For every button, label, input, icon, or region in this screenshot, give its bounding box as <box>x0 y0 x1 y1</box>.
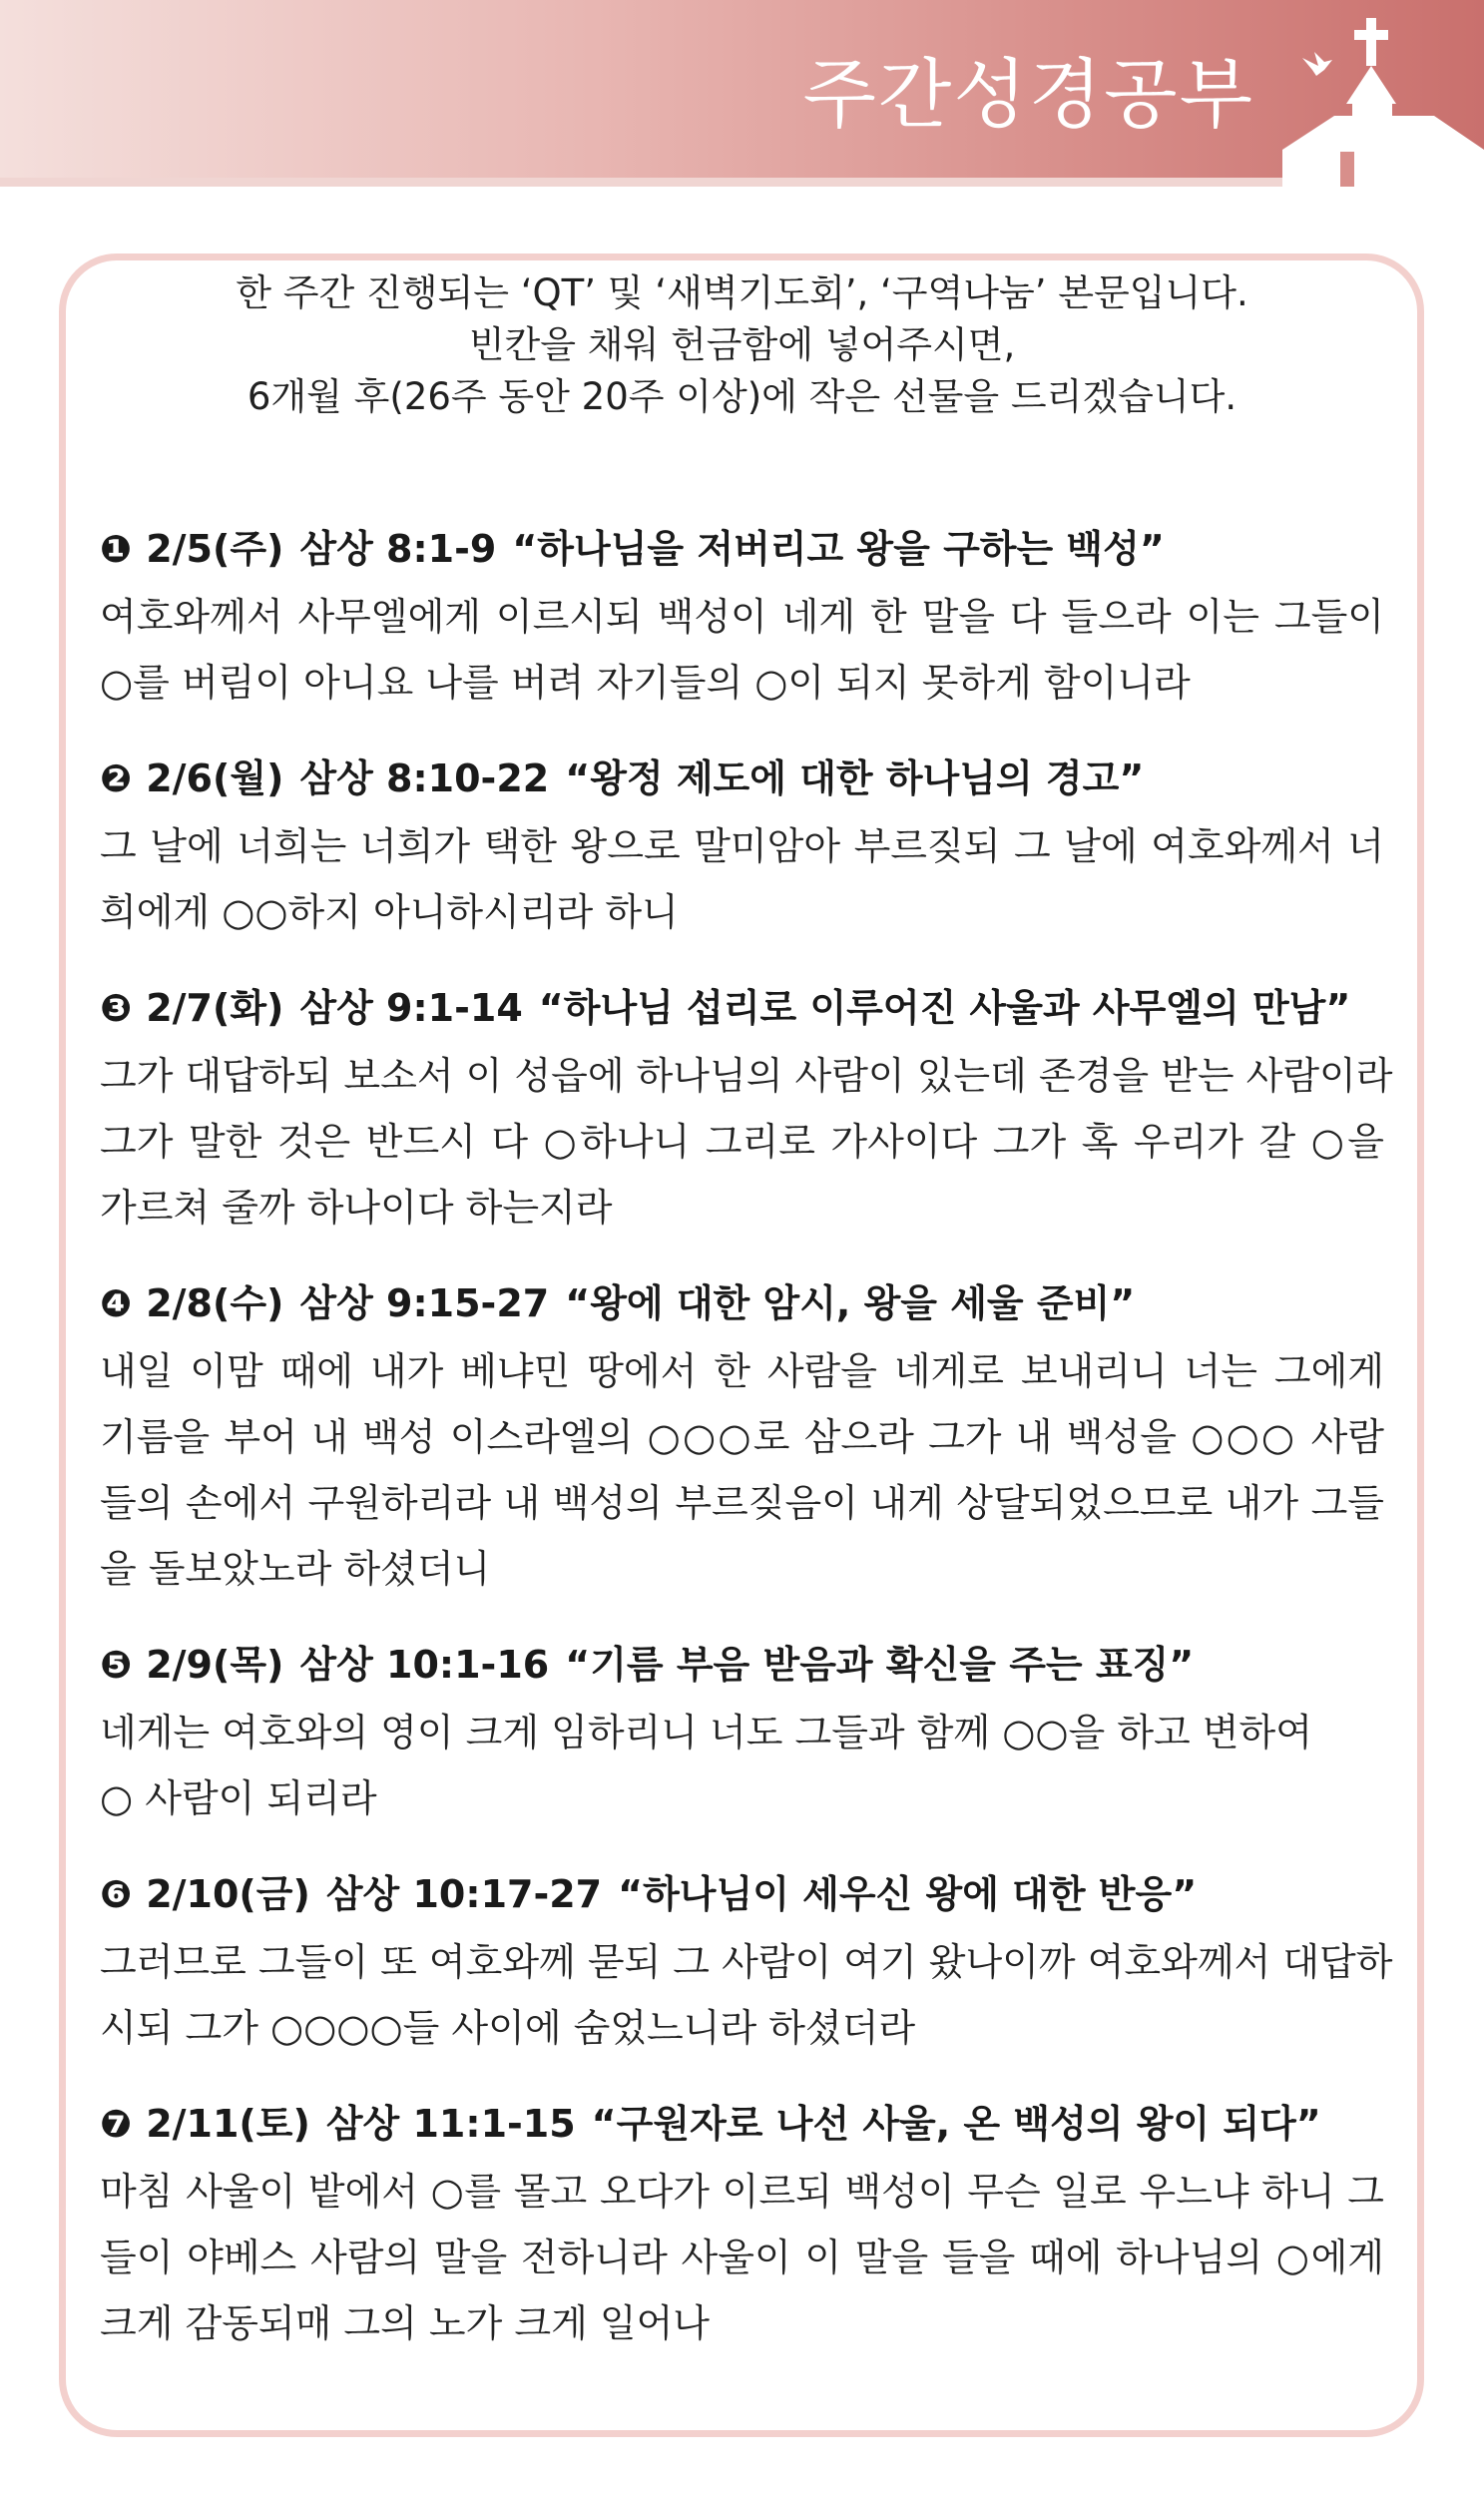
entry-theme: “하나님이 세우신 왕에 대한 반응” <box>618 1872 1198 1916</box>
intro-text <box>120 267 1364 423</box>
entry-date: 2/8(수) <box>146 1281 284 1325</box>
entry-reference: 삼상 8:1-9 <box>299 527 497 571</box>
study-entry <box>100 2089 1384 2356</box>
intro-line: 한 주간 진행되는 ‘QT’ 및 ‘새벽기도회’, ‘구역나눔’ 본문입니다. <box>236 271 1248 314</box>
study-entry <box>100 1630 1384 1831</box>
entry-number: ❶ <box>100 527 133 571</box>
entry-theme: “구원자로 나선 사울, 온 백성의 왕이 되다” <box>591 2102 1321 2146</box>
intro-line: 빈칸을 채워 헌금함에 넣어주시면, <box>468 323 1016 366</box>
header-underline <box>0 178 1484 187</box>
entry-date: 2/6(월) <box>146 756 284 800</box>
church-icon <box>1274 0 1484 187</box>
entry-text-line: 들이 야베스 사람의 말을 전하니라 사울이 이 말을 들을 때에 하나님의 ○에게 <box>100 2236 1384 2279</box>
entry-text-line: 희에게 ○○하지 아니하시리라 하니 <box>100 890 679 934</box>
entry-number: ❷ <box>100 756 133 800</box>
entry-date: 2/9(목) <box>146 1643 284 1687</box>
entry-number: ❼ <box>100 2102 133 2146</box>
entry-reference: 삼상 10:17-27 <box>325 1872 603 1916</box>
entry-number: ❸ <box>100 986 133 1030</box>
entry-number: ❺ <box>100 1643 133 1687</box>
entry-title <box>100 1268 1384 1338</box>
entry-date: 2/10(금) <box>146 1872 310 1916</box>
entry-text-line: 가르쳐 줄까 하나이다 하는지라 <box>100 1186 613 1230</box>
entry-reference: 삼상 10:1-16 <box>299 1643 550 1687</box>
entry-date: 2/5(주) <box>146 527 284 571</box>
entry-text-line: 크게 감동되매 그의 노가 크게 일어나 <box>100 2301 711 2345</box>
entry-reference: 삼상 11:1-15 <box>325 2102 576 2146</box>
study-entry <box>100 973 1393 1241</box>
entry-text-line: 시되 그가 ○○○○들 사이에 숨었느니라 하셨더라 <box>100 2006 916 2050</box>
entry-theme: “하나님을 저버리고 왕을 구하는 백성” <box>512 527 1165 571</box>
entry-date: 2/7(화) <box>146 986 284 1030</box>
entry-title <box>100 973 1384 1043</box>
entry-title <box>100 514 1384 584</box>
entry-title <box>100 1859 1384 1929</box>
entry-title <box>100 1630 1384 1700</box>
entry-number: ❻ <box>100 1872 133 1916</box>
entry-theme: “하나님 섭리로 이루어진 사울과 사무엘의 만남” <box>538 986 1351 1030</box>
entry-text-line: ○ 사람이 되리라 <box>100 1776 377 1820</box>
entry-text-line: 그가 말한 것은 반드시 다 ○하나니 그리로 가사이다 그가 혹 우리가 갈 ○을 <box>100 1120 1384 1164</box>
entry-text-line: 그가 대답하되 보소서 이 성읍에 하나님의 사람이 있는데 존경을 받는 사람이라 <box>100 1054 1393 1098</box>
study-entry <box>100 514 1384 716</box>
entry-reference: 삼상 8:10-22 <box>299 756 550 800</box>
entry-text-line: 기름을 부어 내 백성 이스라엘의 ○○○로 삼으라 그가 내 백성을 ○○○ 사람 <box>100 1415 1384 1459</box>
study-entry <box>100 744 1384 945</box>
entry-title <box>100 744 1384 813</box>
entry-reference: 삼상 9:15-27 <box>299 1281 550 1325</box>
entry-reference: 삼상 9:1-14 <box>299 986 523 1030</box>
entry-title <box>100 2089 1384 2159</box>
entry-text-line: 네게는 여호와의 영이 크게 임하리니 너도 그들과 함께 ○○을 하고 변하여 <box>100 1711 1312 1754</box>
entry-date: 2/11(토) <box>146 2102 310 2146</box>
entry-text-line: 을 돌보았노라 하셨더니 <box>100 1547 491 1591</box>
entry-text-line: 마침 사울이 밭에서 ○를 몰고 오다가 이르되 백성이 무슨 일로 우느냐 하니 그 <box>100 2170 1384 2214</box>
entry-theme: “왕정 제도에 대한 하나님의 경고” <box>565 756 1145 800</box>
intro-line: 6개월 후(26주 동안 20주 이상)에 작은 선물을 드리겠습니다. <box>247 375 1237 418</box>
study-entries <box>100 514 1393 2384</box>
study-entry <box>100 1859 1393 2061</box>
entry-theme: “기름 부음 받음과 확신을 주는 표징” <box>565 1643 1195 1687</box>
entry-text-line: 들의 손에서 구원하리라 내 백성의 부르짖음이 내게 상달되었으므로 내가 그들 <box>100 1481 1384 1525</box>
entry-theme: “왕에 대한 암시, 왕을 세울 준비” <box>565 1281 1136 1325</box>
page-title: 주간성경공부 <box>802 50 1254 139</box>
header-band <box>0 0 1484 187</box>
entry-text-line: 내일 이맘 때에 내가 베냐민 땅에서 한 사람을 네게로 보내리니 너는 그에게 <box>100 1349 1384 1393</box>
entry-text-line: 여호와께서 사무엘에게 이르시되 백성이 네게 한 말을 다 들으라 이는 그들이 <box>100 595 1384 639</box>
entry-text-line: 그러므로 그들이 또 여호와께 묻되 그 사람이 여기 왔나이까 여호와께서 대답하 <box>100 1940 1393 1984</box>
study-entry <box>100 1268 1384 1602</box>
entry-number: ❹ <box>100 1281 133 1325</box>
entry-text-line: ○를 버림이 아니요 나를 버려 자기들의 ○이 되지 못하게 함이니라 <box>100 661 1191 705</box>
entry-text-line: 그 날에 너희는 너희가 택한 왕으로 말미암아 부르짖되 그 날에 여호와께서 너 <box>100 824 1384 868</box>
